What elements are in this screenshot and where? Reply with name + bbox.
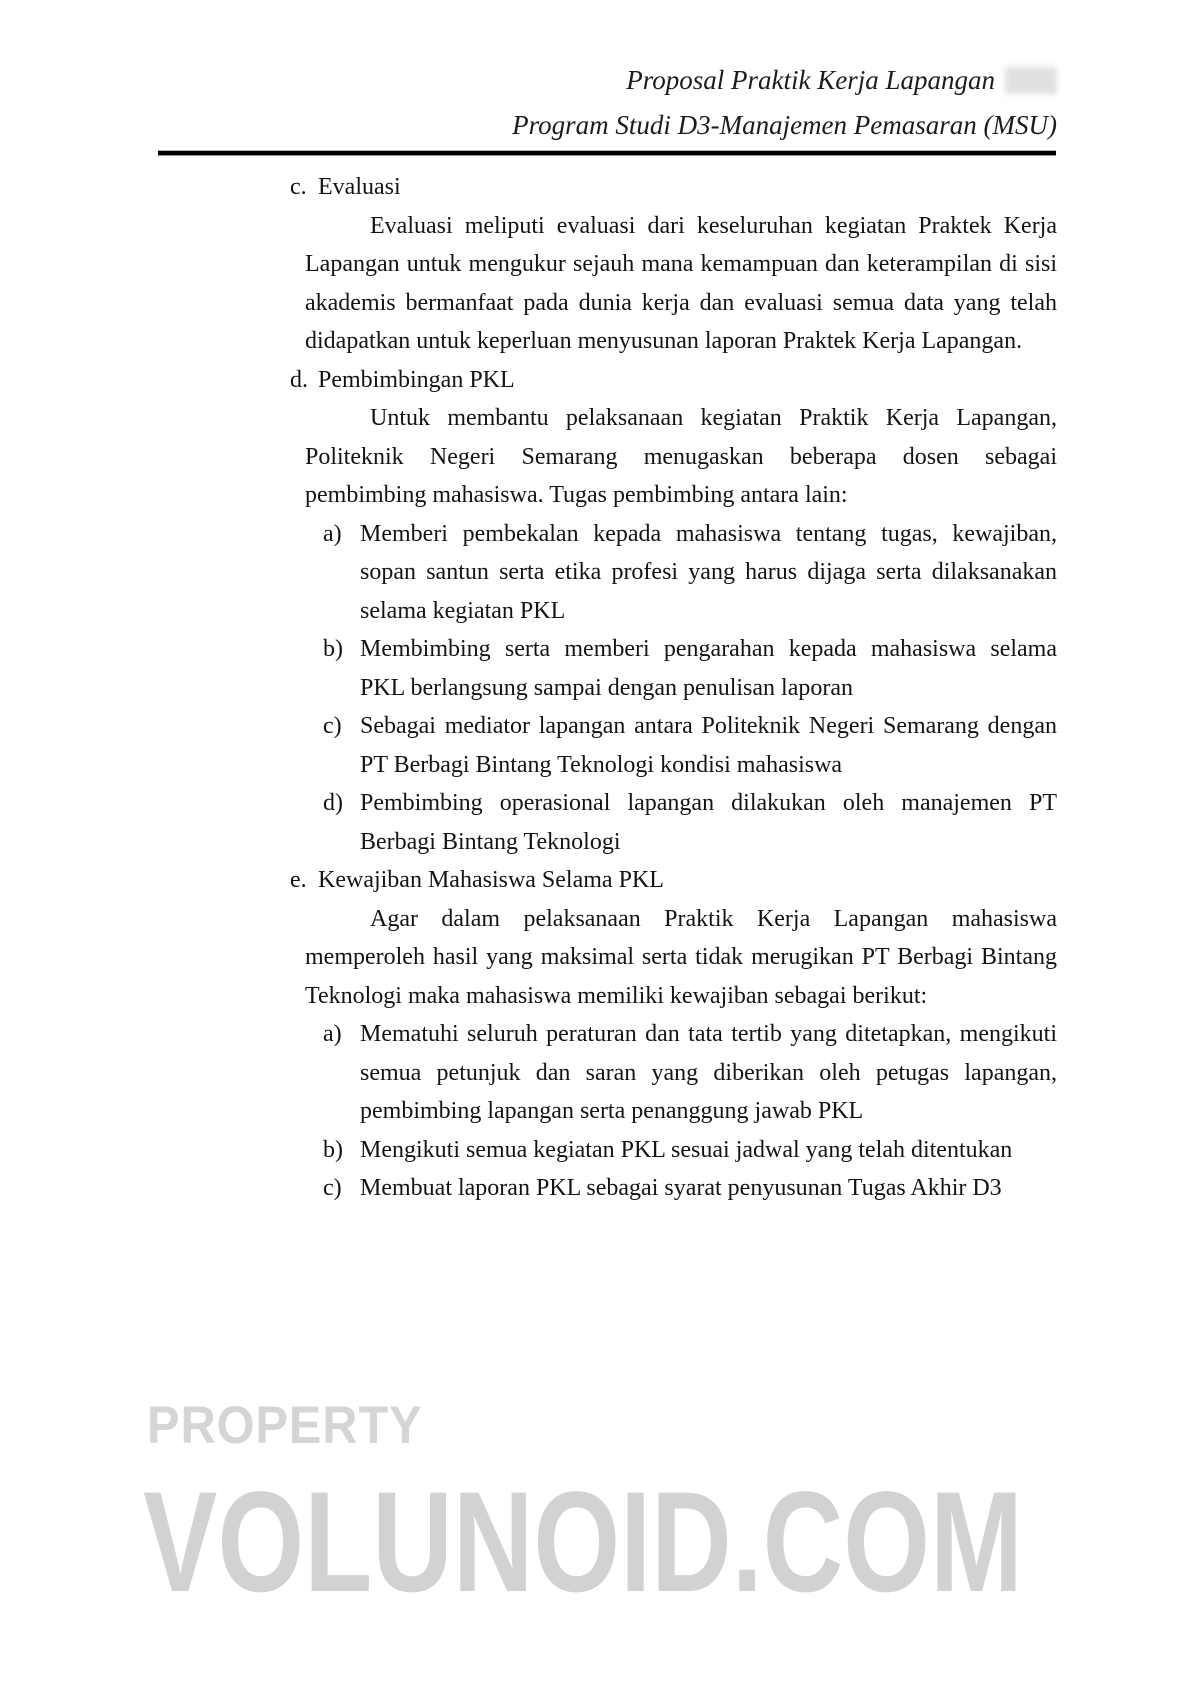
- list-item: [323, 1169, 1057, 1208]
- section-heading-pembimbingan-pkl: [290, 361, 1057, 400]
- header-title: Proposal Praktik Kerja Lapangan: [626, 65, 995, 95]
- list-marker: c): [323, 713, 342, 739]
- page-header: [512, 58, 1057, 148]
- list-item: [323, 707, 1057, 784]
- section-title: Pembimbingan PKL: [318, 366, 515, 393]
- section-heading-kewajiban-mahasiswa: [290, 861, 1057, 900]
- list-item: [323, 1131, 1057, 1170]
- list-marker: e.: [290, 867, 307, 893]
- list-item-text: Pembimbing operasional lapangan dilakukan oleh manajemen PT Berbagi Bintang Teknologi: [360, 790, 1057, 855]
- list-marker: d.: [290, 366, 308, 393]
- header-divider-line: [158, 150, 1056, 157]
- paragraph: Agar dalam pelaksanaan Praktik Kerja Lapangan mahasiswa memperoleh hasil yang maksimal serta tidak merugikan PT Berbagi Bintang Teknologi maka mahasiswa memiliki kewajiban sebagai berikut:: [305, 905, 1057, 1009]
- watermark-volunoid: VOLUNOID.COM: [143, 1463, 1023, 1622]
- section-heading-evaluasi: [290, 168, 1057, 207]
- paragraph: Evaluasi meliputi evaluasi dari keseluruhan kegiatan Praktek Kerja Lapangan untuk mengukur sejauh mana kemampuan dan keterampilan di sisi akademis bermanfaat pada dunia kerja dan evaluasi semua data yang telah didapatkan untuk keperluan menyusunan laporan Praktek Kerja Lapangan.: [305, 212, 1057, 354]
- list-item: [323, 1015, 1057, 1131]
- section-title: Evaluasi: [318, 174, 401, 200]
- list-item: [323, 784, 1057, 861]
- list-item: [323, 630, 1057, 707]
- header-line-2: Program Studi D3-Manajemen Pemasaran (MSU): [512, 110, 1057, 140]
- list-marker: c): [323, 1175, 342, 1201]
- list-item-text: Memberi pembekalan kepada mahasiswa tentang tugas, kewajiban, sopan santun serta etika profesi yang harus dijaga serta dilaksanakan selama kegiatan PKL: [360, 520, 1057, 624]
- redacted-region: [1005, 67, 1057, 94]
- section-title: Kewajiban Mahasiswa Selama PKL: [318, 867, 664, 893]
- watermark-property: PROPERTY: [147, 1396, 423, 1455]
- list-item-text: Mematuhi seluruh peraturan dan tata tertib yang ditetapkan, mengikuti semua petunjuk dan saran yang diberikan oleh petugas lapangan, pembimbing lapangan serta penanggung jawab PKL: [360, 1021, 1057, 1124]
- paragraph: Untuk membantu pelaksanaan kegiatan Praktik Kerja Lapangan, Politeknik Negeri Semarang menugaskan beberapa dosen sebagai pembimbing mahasiswa. Tugas pembimbing antara lain:: [305, 405, 1057, 508]
- list-marker: b): [323, 636, 343, 662]
- list-marker: b): [323, 1136, 343, 1163]
- list-marker: c.: [290, 174, 307, 200]
- document-body: [290, 168, 1057, 1208]
- list-item-text: Membimbing serta memberi pengarahan kepada mahasiswa selama PKL berlangsung sampai dengan penulisan laporan: [360, 636, 1057, 701]
- list-marker: d): [323, 790, 343, 816]
- header-line-1: [512, 58, 1057, 103]
- list-item-text: Mengikuti semua kegiatan PKL sesuai jadwal yang telah ditentukan: [360, 1136, 1013, 1163]
- list-item-text: Membuat laporan PKL sebagai syarat penyusunan Tugas Akhir D3: [360, 1175, 1002, 1201]
- list-marker: a): [323, 1021, 342, 1047]
- list-item: [323, 515, 1057, 631]
- list-marker: a): [323, 520, 342, 547]
- list-item-text: Sebagai mediator lapangan antara Politeknik Negeri Semarang dengan PT Berbagi Bintang Teknologi kondisi mahasiswa: [360, 713, 1057, 778]
